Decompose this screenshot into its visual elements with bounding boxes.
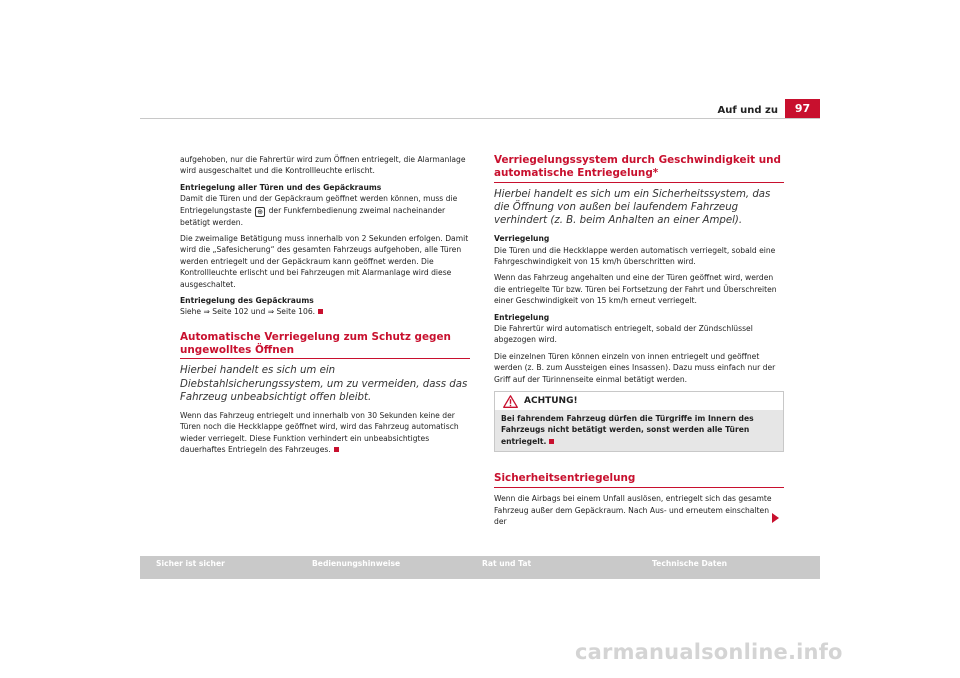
unlock-key-icon: ⊕: [255, 207, 265, 217]
warning-title: ACHTUNG!: [524, 395, 578, 406]
paragraph-text: Die Türen und die Heckklappe werden automatisch verriegelt, sobald eine Fahrgeschwindigkeit von 15 km/h überschritten wird.: [494, 245, 776, 267]
warning-text: Bei fahrendem Fahrzeug dürfen die Türgriffe im Innern des Fahrzeugs nicht betätigt werden, sonst werden alle Türen entriegelt.: [501, 414, 754, 446]
paragraph-block: [180, 410, 470, 456]
paragraph: Wenn die Airbags bei einem Unfall auslösen, entriegelt sich das gesamte Fahrzeug außer dem Gepäckraum. Nach Aus- und erneutem einschalten der: [494, 494, 772, 526]
right-column: [494, 154, 784, 532]
warning-header: [495, 392, 783, 410]
cross-reference-text: Siehe ⇒ Seite 102 und ⇒ Seite 106.: [180, 307, 316, 317]
paragraph-text: Damit die Türen und der Gepäckraum geöffnet werden können, muss die Entriegelungstaste: [180, 194, 458, 215]
section-heading: Automatische Verriegelung zum Schutz gegen ungewolltes Öffnen: [180, 331, 470, 360]
section-heading: Verriegelungssystem durch Geschwindigkeit und automatische Entriegelung*: [494, 154, 784, 183]
footer-nav-bedienung[interactable]: Bedienungshinweise: [312, 559, 401, 568]
paragraph-text: der Funkfernbedienung zweimal nacheinander betätigt werden.: [180, 205, 446, 227]
section-lead: Hierbei handelt es sich um ein Sicherheitssystem, das die Öffnung von außen bei laufendem Fahrzeug verhindert (z. B. beim Anhalten an einer Ampel).: [494, 188, 771, 226]
section-end-icon: [334, 447, 339, 452]
footer-nav-technik[interactable]: Technische Daten: [652, 559, 728, 568]
header-title: Auf und zu: [717, 105, 778, 116]
header-rule: [140, 118, 820, 119]
paragraph-block: [494, 312, 784, 346]
subheading: Verriegelung: [494, 234, 550, 244]
paragraph-text: Die Fahrertür wird automatisch entriegelt, sobald der Zündschlüssel abgezogen wird.: [494, 324, 753, 345]
subheading: Entriegelung: [494, 312, 550, 322]
warning-body: [495, 410, 783, 451]
paragraph-block: [494, 233, 784, 267]
paragraph-block: [180, 295, 470, 318]
paragraph: aufgehoben, nur die Fahrertür wird zum Öffnen entriegelt, die Alarmanlage wird ausgeschaltet und die Kontrollleuchte erlischt.: [180, 155, 466, 176]
continue-arrow-icon: [772, 513, 779, 523]
paragraph-block: [180, 182, 470, 228]
paragraph-text: Wenn das Fahrzeug entriegelt und innerhalb von 30 Sekunden keine der Türen noch die Heckklappe geöffnet wird, wird das Fahrzeug automatisch wieder verriegelt. Diese Funktion verhindert ein unbeabsichtigtes dauerhaftes Entriegeln des Fahrzeuges.: [180, 411, 459, 455]
section-end-icon: [549, 439, 554, 444]
section-heading: Sicherheitsentriegelung: [494, 472, 784, 488]
paragraph: Die zweimalige Betätigung muss innerhalb von 2 Sekunden erfolgen. Damit wird die „Safesicherung“ des gesamten Fahrzeugs aufgehoben, alle Türen werden entriegelt und der Gepäckraum kann geöffnet werden. Die Kontrollleuchte erlischt und bei Fahrzeugen mit Alarmanlage wird diese ausgeschaltet.: [180, 234, 469, 289]
paragraph: Wenn das Fahrzeug angehalten und eine der Türen geöffnet wird, werden die entriegelte Tür bzw. Türen bei Fortsetzung der Fahrt und Überschreiten einer Geschwindigkeit von 15 km/h erneut verriegelt.: [494, 273, 777, 306]
warning-box: [494, 391, 784, 452]
section-end-icon: [318, 309, 323, 314]
subheading: Entriegelung des Gepäckraums: [180, 296, 314, 306]
watermark: carmanualsonline.info: [575, 640, 843, 664]
paragraph: Die einzelnen Türen können einzeln von innen entriegelt und geöffnet werden (z. B. zum Aussteigen eines Insassen). Dazu muss einfach nur der Griff auf der Türinnenseite einmal betätigt werden.: [494, 351, 776, 384]
subheading: Entriegelung aller Türen und des Gepäckraums: [180, 182, 382, 192]
footer-nav-sicher[interactable]: Sicher ist sicher: [156, 559, 225, 568]
left-column: [180, 154, 470, 461]
warning-triangle-icon: [503, 395, 518, 408]
page-number: 97: [785, 99, 820, 118]
footer-nav-rat[interactable]: Rat und Tat: [482, 559, 532, 568]
section-lead: Hierbei handelt es sich um ein Diebstahlsicherungssystem, um zu vermeiden, dass das Fahrzeug unbeabsichtigt offen bleibt.: [180, 365, 468, 403]
